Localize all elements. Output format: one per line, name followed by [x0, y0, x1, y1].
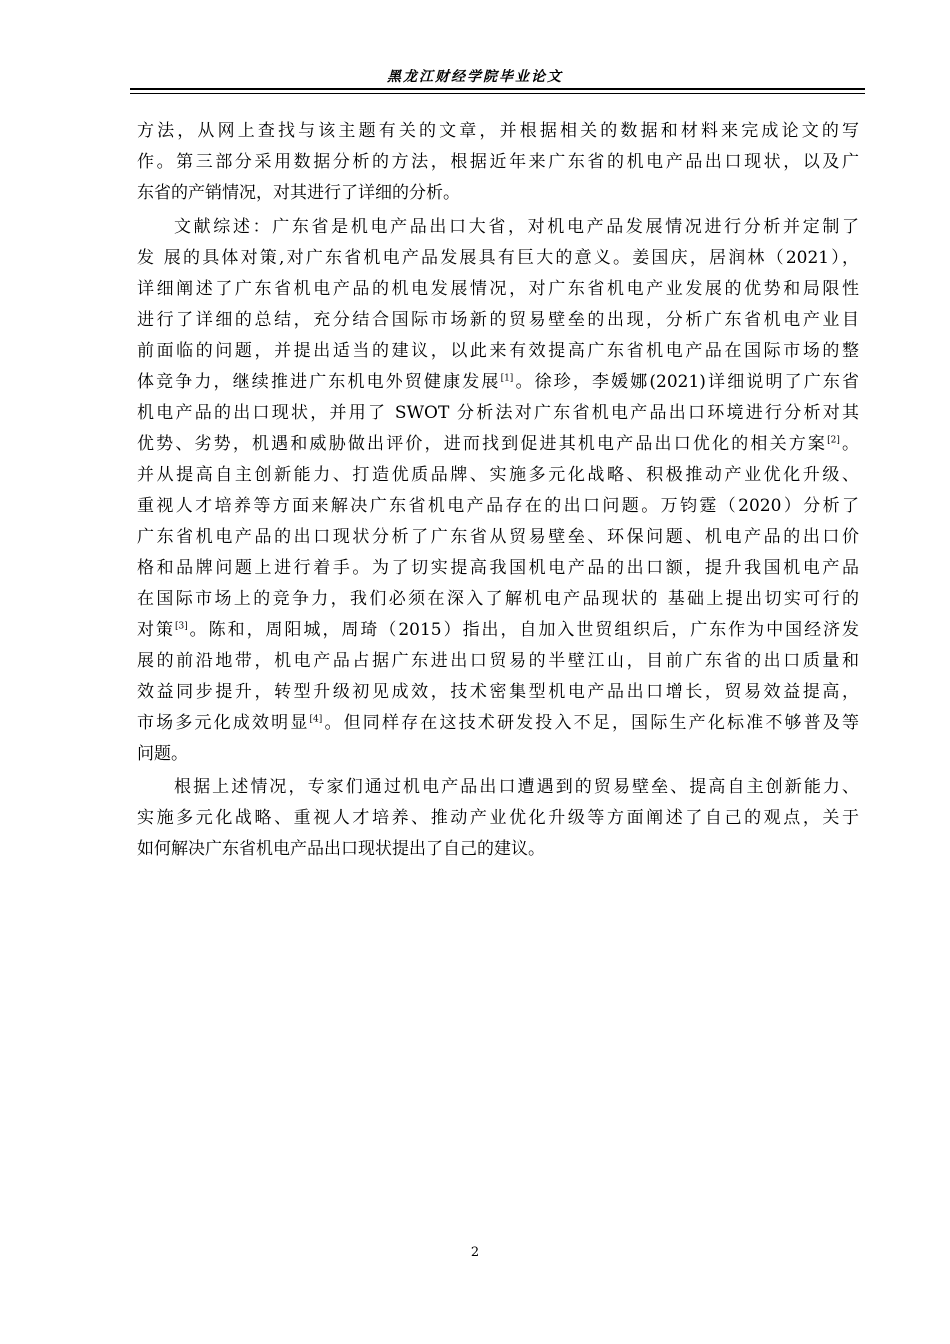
- citation-marker: [2]: [827, 435, 840, 446]
- text-line: 对策[3]。陈和，周阳城，周琦（2015）指出，自加入世贸组织后，广东作为中国经济发: [137, 620, 859, 640]
- text-line: 根据上述情况，专家们通过机电产品出口遭遇到的贸易壁垒、提高自主创新能力、: [174, 777, 859, 797]
- text-line: 实施多元化战略、重视人才培养、推动产业优化升级等方面阐述了自己的观点，关于: [137, 808, 859, 828]
- citation-marker: [3]: [174, 621, 188, 632]
- text-line: 体竞争力，继续推进广东机电外贸健康发展[1]。徐珍，李媛娜(2021)详细说明了广东省: [137, 372, 859, 392]
- page-header-title: 黑龙江财经学院毕业论文: [387, 69, 563, 85]
- text-line: 广东省机电产品的出口现状分析了广东省从贸易壁垒、环保问题、机电产品的出口价: [137, 527, 859, 547]
- citation-marker: [4]: [309, 714, 323, 725]
- text-line: 效益同步提升，转型升级初见成效，技术密集型机电产品出口增长，贸易效益提高，: [137, 682, 859, 702]
- text-line: 发 展的具体对策,对广东省机电产品发展具有巨大的意义。姜国庆，居润林（2021），: [137, 248, 859, 268]
- text-line: 市场多元化成效明显[4]。但同样存在这技术研发投入不足，国际生产化标准不够普及等: [137, 713, 859, 733]
- text-line: 展的前沿地带，机电产品占据广东进出口贸易的半壁江山，目前广东省的出口质量和: [137, 651, 859, 671]
- text-line: 重视人才培养等方面来解决广东省机电产品存在的出口问题。万钧霆（2020）分析了: [137, 496, 859, 516]
- text-line: 东省的产销情况，对其进行了详细的分析。: [137, 183, 460, 203]
- text-line: 方法，从网上查找与该主题有关的文章，并根据相关的数据和材料来完成论文的写: [137, 121, 859, 141]
- text-line: 机电产品的出口现状，并用了 SWOT 分析法对广东省机电产品出口环境进行分析对其: [137, 403, 859, 423]
- text-line: 作。第三部分采用数据分析的方法，根据近年来广东省的机电产品出口现状，以及广: [137, 152, 859, 172]
- text-line: 前面临的问题，并提出适当的建议，以此来有效提高广东省机电产品在国际市场的整: [137, 341, 859, 361]
- text-line: 如何解决广东省机电产品出口现状提出了自己的建议。: [137, 839, 545, 859]
- text-line: 详细阐述了广东省机电产品的机电发展情况，对广东省机电产业发展的优势和局限性: [137, 279, 859, 299]
- text-line: 优势、劣势，机遇和威胁做出评价，进而找到促进其机电产品出口优化的相关方案[2]。: [137, 434, 859, 454]
- header-rule-thick: [130, 88, 865, 90]
- citation-marker: [1]: [500, 373, 514, 384]
- page-number: 2: [470, 1245, 480, 1260]
- text-line: 进行了详细的总结，充分结合国际市场新的贸易壁垒的出现，分析广东省机电产业目: [137, 310, 859, 330]
- text-line: 并从提高自主创新能力、打造优质品牌、实施多元化战略、积极推动产业优化升级、: [137, 465, 859, 485]
- text-line: 文献综述：广东省是机电产品出口大省，对机电产品发展情况进行分析并定制了: [174, 217, 859, 237]
- header-rule-thin: [130, 93, 865, 94]
- text-line: 在国际市场上的竞争力，我们必须在深入了解机电产品现状的 基础上提出切实可行的: [137, 589, 859, 609]
- text-line: 格和品牌问题上进行着手。为了切实提高我国机电产品的出口额，提升我国机电产品: [137, 558, 859, 578]
- text-line: 问题。: [137, 744, 188, 764]
